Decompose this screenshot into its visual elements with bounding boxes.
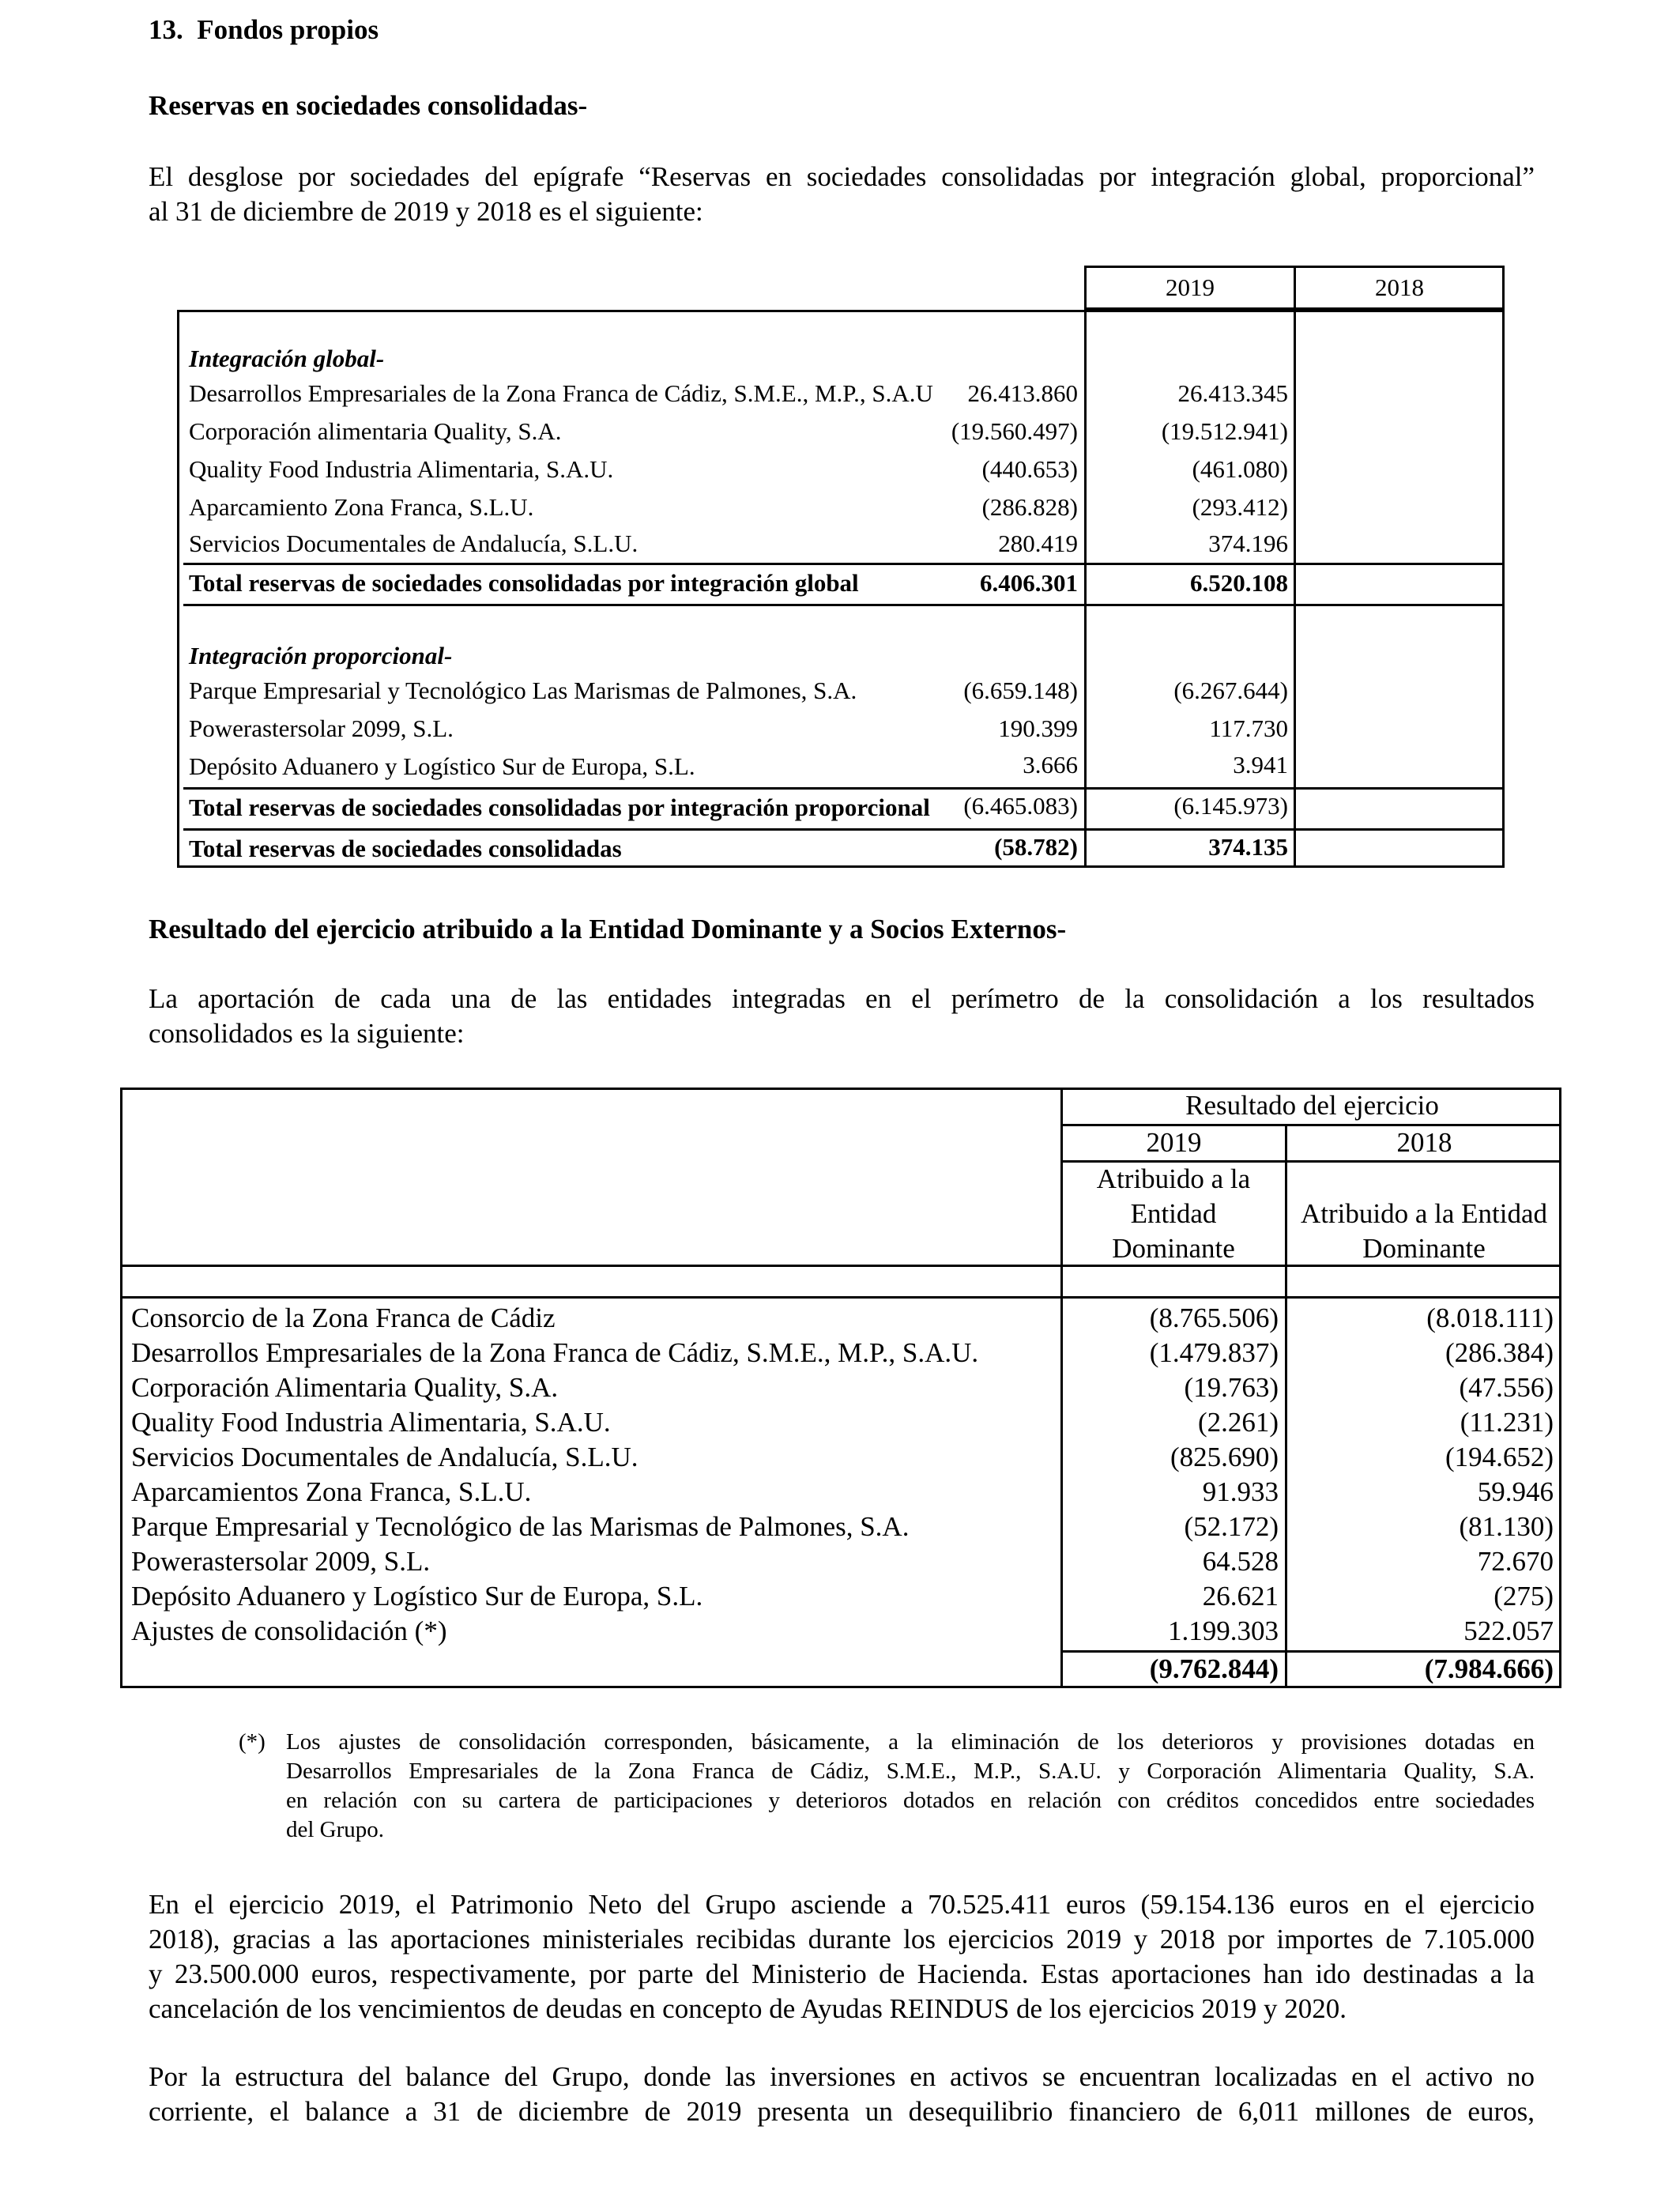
cell-2019: (2.261) bbox=[1197, 1407, 1279, 1438]
cell-2018: 522.057 bbox=[1463, 1615, 1554, 1646]
intro-paragraph-1 bbox=[149, 160, 1535, 229]
col-header-2019: 2019 bbox=[1146, 1127, 1202, 1158]
table-row-label: Depósito Aduanero y Logístico Sur de Europa, S.L. bbox=[189, 752, 695, 780]
cell-2019: (52.172) bbox=[1184, 1511, 1279, 1542]
cell-2018: (286.384) bbox=[1445, 1337, 1554, 1368]
section-label-proporcional: Integración proporcional- bbox=[189, 642, 453, 669]
divider bbox=[1294, 310, 1296, 868]
table-row-label: Powerastersolar 2099, S.L. bbox=[189, 714, 454, 742]
table-row-label: Consorcio de la Zona Franca de Cádiz bbox=[131, 1302, 556, 1333]
cell-2019: 26.413.860 bbox=[967, 379, 1078, 407]
total-2018: 6.520.108 bbox=[1190, 569, 1288, 597]
para3-line: cancelación de los vencimientos de deudas en concepto de Ayudas REINDUS de los ejercicios 2019 y 2020. bbox=[149, 1993, 1347, 2024]
intro1-line: al 31 de diciembre de 2019 y 2018 es el siguiente: bbox=[149, 196, 703, 227]
reservas-table bbox=[177, 266, 1505, 868]
total-2019: (9.762.844) bbox=[1149, 1653, 1279, 1684]
table-row-label: Parque Empresarial y Tecnológico de las Marismas de Palmones, S.A. bbox=[131, 1511, 910, 1542]
table-row-label: Servicios Documentales de Andalucía, S.L.U. bbox=[131, 1442, 638, 1472]
paragraph-patrimonio bbox=[149, 1887, 1535, 2026]
paragraph-balance bbox=[149, 2060, 1535, 2129]
footnote-line: del Grupo. bbox=[286, 1817, 385, 1842]
table-row-label: Servicios Documentales de Andalucía, S.L.U. bbox=[189, 530, 638, 557]
cell-2018: (194.652) bbox=[1445, 1442, 1554, 1472]
divider bbox=[183, 828, 1505, 831]
total-2018: (6.145.973) bbox=[1173, 792, 1288, 820]
table-row-label: Quality Food Industria Alimentaria, S.A.U. bbox=[189, 455, 614, 483]
subsection-title-resultado: Resultado del ejercicio atribuido a la Entidad Dominante y a Socios Externos- bbox=[149, 914, 1067, 944]
intro-paragraph-2 bbox=[149, 982, 1535, 1051]
total-2018: (7.984.666) bbox=[1424, 1653, 1554, 1684]
table-row-label: Corporación alimentaria Quality, S.A. bbox=[189, 417, 562, 445]
cell-2019: 91.933 bbox=[1202, 1476, 1279, 1507]
cell-2019: 26.621 bbox=[1202, 1581, 1279, 1612]
cell-2018: (19.512.941) bbox=[1161, 417, 1288, 445]
para4-line: Por la estructura del balance del Grupo, donde las inversiones en activos se encuentran localizadas en el activo no bbox=[149, 2061, 1535, 2092]
sub-header-2019: Atribuido a la Entidad Dominante bbox=[1096, 1163, 1251, 1264]
divider bbox=[183, 604, 1505, 606]
cell-2019: (1.479.837) bbox=[1149, 1337, 1279, 1368]
cell-2019: (8.765.506) bbox=[1149, 1302, 1279, 1333]
table-row-label: Desarrollos Empresariales de la Zona Franca de Cádiz, S.M.E., M.P., S.A.U bbox=[189, 379, 933, 407]
divider bbox=[183, 787, 1505, 790]
cell-2018: 59.946 bbox=[1477, 1476, 1554, 1507]
table-row-label: Aparcamiento Zona Franca, S.L.U. bbox=[189, 493, 534, 521]
cell-2018: 374.196 bbox=[1208, 530, 1288, 557]
divider bbox=[183, 563, 1505, 565]
para4-line: corriente, el balance a 31 de diciembre de 2019 presenta un desequilibrio financiero de 6,011 millones de euros, bbox=[149, 2096, 1535, 2127]
total-row-label: Total reservas de sociedades consolidadas por integración global bbox=[189, 569, 859, 597]
cell-2018: (275) bbox=[1494, 1581, 1554, 1612]
intro1-line: El desglose por sociedades del epígrafe “Reservas en sociedades consolidadas por integración global, proporcional” bbox=[149, 161, 1535, 192]
total-row-label: Total reservas de sociedades consolidadas por integración proporcional bbox=[189, 794, 930, 821]
footnote bbox=[239, 1728, 1535, 1846]
cell-2018: (6.267.644) bbox=[1173, 677, 1288, 704]
cell-2018: (8.018.111) bbox=[1426, 1302, 1554, 1333]
cell-2019: (19.560.497) bbox=[951, 417, 1078, 445]
table-row-label: Corporación Alimentaria Quality, S.A. bbox=[131, 1372, 559, 1403]
cell-2019: 1.199.303 bbox=[1168, 1615, 1279, 1646]
section-title: 13. Fondos propios bbox=[149, 14, 379, 45]
cell-2019: 190.399 bbox=[998, 714, 1078, 742]
group-header: Resultado del ejercicio bbox=[1185, 1090, 1439, 1121]
divider bbox=[120, 1296, 1561, 1299]
cell-2018: (47.556) bbox=[1459, 1372, 1554, 1403]
col-header-2018: 2018 bbox=[1375, 273, 1424, 301]
cell-2019: (825.690) bbox=[1170, 1442, 1279, 1472]
footnote-line: Desarrollos Empresariales de la Zona Franca de Cádiz, S.M.E., M.P., S.A.U. y Corporación Alimentaria Quality, S.A. bbox=[286, 1759, 1535, 1784]
para3-line: y 23.500.000 euros, respectivamente, por parte del Ministerio de Hacienda. Estas aportaciones han ido destinadas a la bbox=[149, 1958, 1535, 1989]
cell-2018: 72.670 bbox=[1477, 1546, 1554, 1577]
table-row-label: Ajustes de consolidación (*) bbox=[131, 1615, 447, 1646]
cell-2018: 26.413.345 bbox=[1177, 379, 1288, 407]
total-2019: 6.406.301 bbox=[980, 569, 1078, 597]
table-row-label: Quality Food Industria Alimentaria, S.A.U. bbox=[131, 1407, 611, 1438]
cell-2018: 117.730 bbox=[1209, 714, 1288, 742]
col-header-2019: 2019 bbox=[1166, 273, 1215, 301]
divider bbox=[1060, 1088, 1063, 1688]
cell-2019: 280.419 bbox=[998, 530, 1078, 557]
sub-header-2018: Atribuido a la Entidad Dominante bbox=[1300, 1198, 1547, 1264]
cell-2019: (19.763) bbox=[1184, 1372, 1279, 1403]
cell-2018: (81.130) bbox=[1459, 1511, 1554, 1542]
para3-line: En el ejercicio 2019, el Patrimonio Neto del Grupo asciende a 70.525.411 euros (59.154.136 euros en el ejercicio bbox=[149, 1889, 1535, 1920]
subsection-title-reservas: Reservas en sociedades consolidadas- bbox=[149, 90, 588, 121]
resultado-table bbox=[120, 1088, 1561, 1688]
cell-2019: (6.659.148) bbox=[963, 677, 1078, 704]
table-row-label: Aparcamientos Zona Franca, S.L.U. bbox=[131, 1476, 532, 1507]
cell-2018: (461.080) bbox=[1192, 455, 1288, 483]
cell-2018: (11.231) bbox=[1460, 1407, 1554, 1438]
footnote-line: Los ajustes de consolidación corresponden, básicamente, a la eliminación de los deterioros y provisiones dotadas en bbox=[286, 1729, 1535, 1755]
divider bbox=[1285, 1124, 1287, 1688]
grand-total-label: Total reservas de sociedades consolidadas bbox=[189, 835, 622, 862]
total-2019: (6.465.083) bbox=[963, 792, 1078, 820]
cell-2019: 3.666 bbox=[1023, 751, 1078, 778]
cell-2019: (440.653) bbox=[981, 455, 1078, 483]
table-row-label: Desarrollos Empresariales de la Zona Franca de Cádiz, S.M.E., M.P., S.A.U. bbox=[131, 1337, 979, 1368]
cell-2019: 64.528 bbox=[1202, 1546, 1279, 1577]
table-row-label: Parque Empresarial y Tecnológico Las Marismas de Palmones, S.A. bbox=[189, 677, 857, 704]
para3-line: 2018), gracias a las aportaciones ministeriales recibidas durante los ejercicios 2019 y 2018 por importes de 7.105.000 bbox=[149, 1924, 1535, 1955]
table-row-label: Powerastersolar 2009, S.L. bbox=[131, 1546, 431, 1577]
table-row-label: Depósito Aduanero y Logístico Sur de Europa, S.L. bbox=[131, 1581, 703, 1612]
cell-2018: 3.941 bbox=[1233, 751, 1288, 778]
grand-total-2018: 374.135 bbox=[1208, 833, 1288, 861]
intro2-line: La aportación de cada una de las entidades integradas en el perímetro de la consolidación a los resultados bbox=[149, 983, 1535, 1014]
divider bbox=[1084, 310, 1087, 868]
intro2-line: consolidados es la siguiente: bbox=[149, 1018, 465, 1049]
cell-2019: (286.828) bbox=[981, 493, 1078, 521]
grand-total-2019: (58.782) bbox=[994, 833, 1078, 861]
footnote-mark: (*) bbox=[239, 1729, 266, 1755]
footnote-text bbox=[286, 1728, 1535, 1845]
section-label-global: Integración global- bbox=[189, 345, 385, 372]
col-header-2018: 2018 bbox=[1396, 1127, 1452, 1158]
cell-2018: (293.412) bbox=[1192, 493, 1288, 521]
footnote-line: en relación con su cartera de participaciones y deterioros dotados en relación con créditos concedidos entre sociedades bbox=[286, 1788, 1535, 1813]
